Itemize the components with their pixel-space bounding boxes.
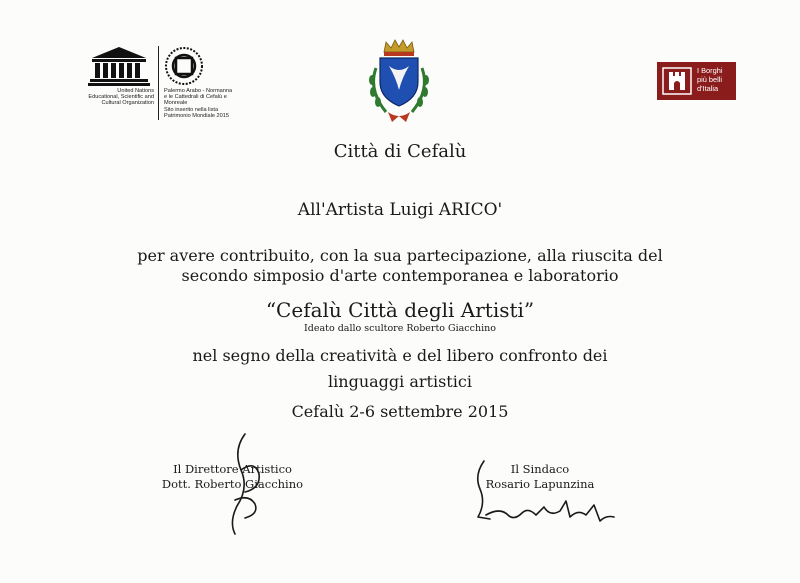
unesco-org-line: United Nations [117, 88, 154, 94]
body-text-line-4: linguaggi artistici [328, 372, 472, 391]
city-heading: Città di Cefalù [333, 141, 467, 162]
world-heritage-emblem-icon [164, 46, 204, 86]
unesco-logo [82, 44, 232, 124]
event-idea-credit: Ideato dallo scultore Roberto Giacchino [304, 323, 496, 334]
borghi-line: d'Italia [697, 84, 719, 93]
body-text-line-1: per avere contribuito, con la sua partecipazione, alla riuscita del [137, 246, 663, 265]
borghi-line: I Borghi [697, 66, 723, 75]
site-line: Patrimonio Mondiale 2015 [164, 112, 229, 119]
borghi-text [697, 66, 735, 93]
place-and-date: Cefalù 2-6 settembre 2015 [291, 402, 509, 421]
castle-tower-icon [661, 66, 693, 96]
left-signatory-role: Il Direttore Artistico [173, 462, 292, 476]
unesco-org-name [84, 88, 154, 107]
recipient-line: All'Artista Luigi ARICO' [297, 200, 503, 220]
director-signature [215, 430, 275, 540]
borghi-line: più belli [697, 75, 723, 84]
site-line: Sito inserito nella lista [164, 106, 219, 113]
site-line: e le Cattedrali di Cefalù e [164, 94, 227, 101]
site-line: Palermo Arabo - Normanna [164, 88, 233, 94]
right-signatory-role: Il Sindaco [510, 462, 570, 476]
mayor-signature [470, 455, 620, 535]
body-text-line-3: nel segno della creatività e del libero confronto dei [192, 346, 608, 365]
cefalu-coat-of-arms-icon [362, 38, 436, 128]
world-heritage-site-name [164, 88, 234, 119]
body-text-line-2: secondo simposio d'arte contemporanea e laboratorio [181, 266, 619, 285]
site-line: Monreale [164, 100, 188, 107]
left-signatory-name: Dott. Roberto Giacchino [161, 477, 304, 491]
event-title: “Cefalù Città degli Artisti” [265, 298, 535, 322]
right-signatory-name: Rosario Lapunzina [485, 477, 595, 491]
unesco-temple-icon [86, 46, 152, 86]
unesco-org-line: Educational, Scientific and [88, 94, 154, 101]
borghi-piu-belli-logo [657, 62, 736, 100]
unesco-divider [158, 46, 159, 120]
unesco-org-line: Cultural Organization [101, 100, 154, 107]
